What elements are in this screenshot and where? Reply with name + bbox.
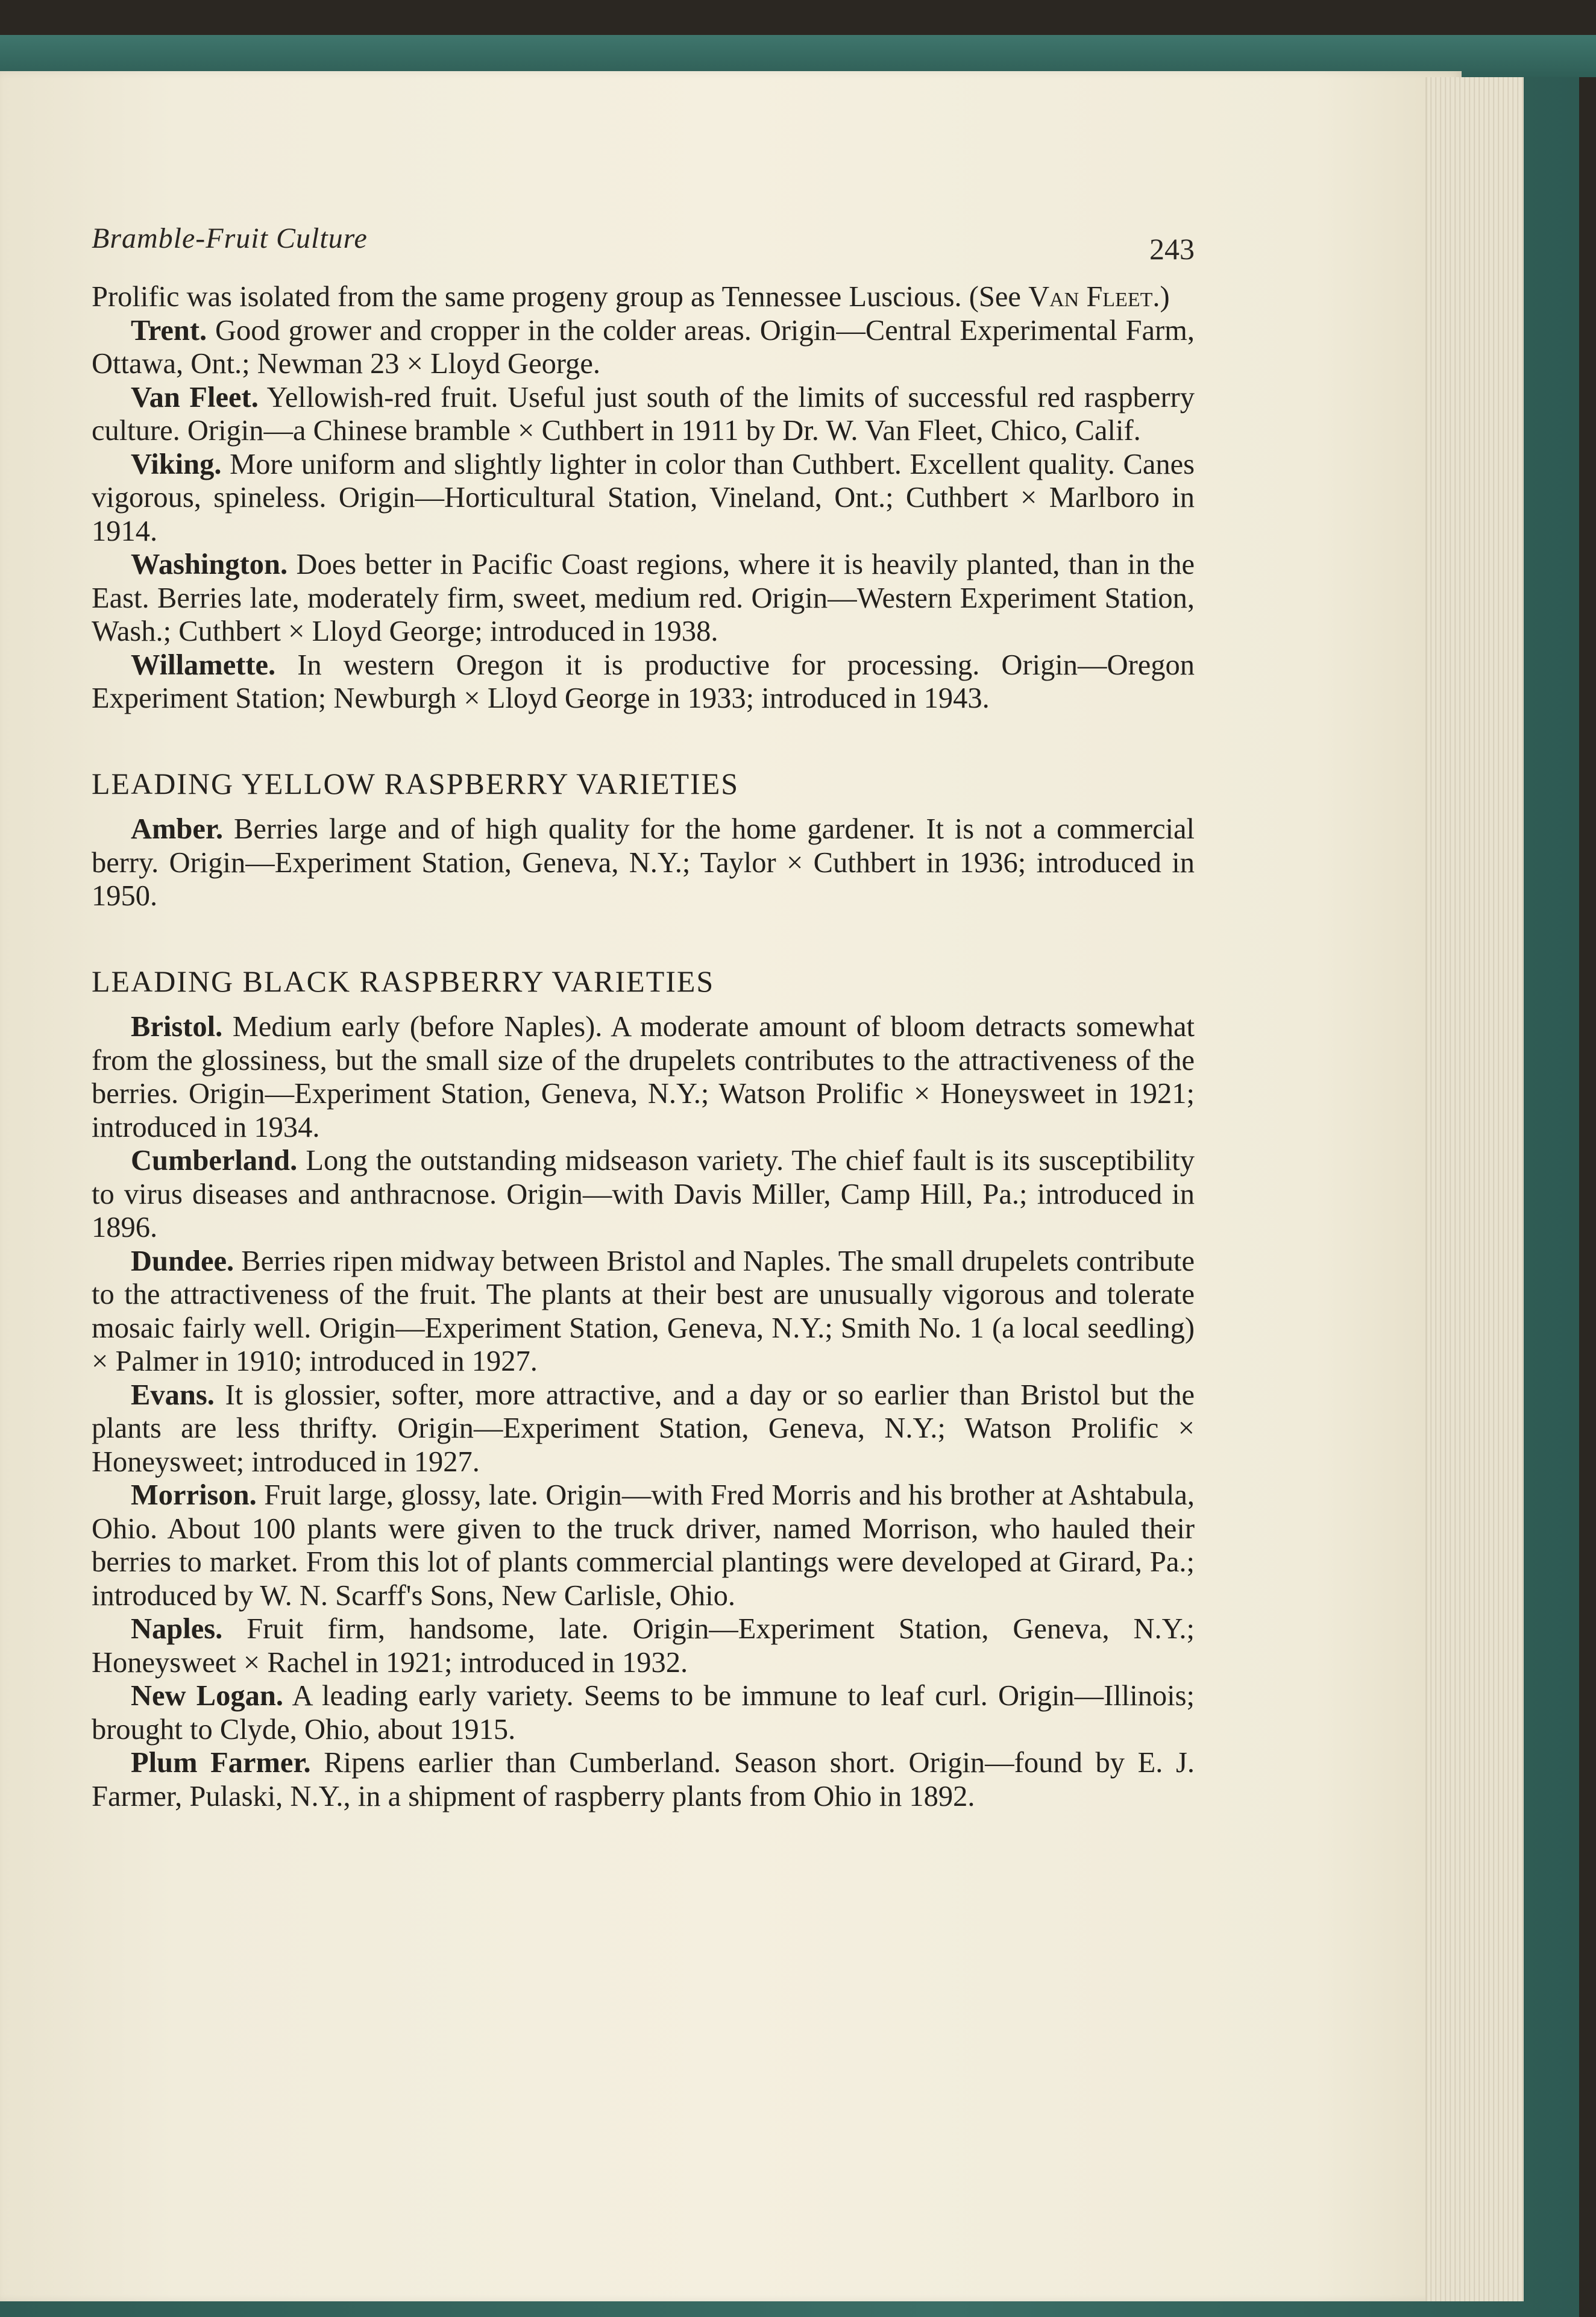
variety-description: Ripens earlier than Cumberland. Season short. Origin—found by E. J. Farmer, Pulaski, N.Y., in a shipment of raspberry plants from Ohio in 1892. bbox=[92, 1747, 1195, 1812]
intro-text: Prolific was isolated from the same progeny group as Tennessee Luscious. (See bbox=[92, 281, 1021, 313]
page-number: 243 bbox=[1149, 232, 1195, 266]
variety-description: Does better in Pacific Coast regions, where it is heavily planted, than in the East. Berries late, moderately firm, sweet, medium red. Origin—Western Experiment Station, Wash.; Cuthbert × Lloyd George; introduced in 1938. bbox=[92, 549, 1195, 647]
variety-entry bbox=[92, 1679, 1195, 1746]
variety-description: It is glossier, softer, more attractive, and a day or so earlier than Bristol but the plants are less thrifty. Origin—Experiment Station, Geneva, N.Y.; Watson Prolific × Honeysweet; introduced in 1927. bbox=[92, 1379, 1195, 1478]
variety-description: More uniform and slightly lighter in color than Cuthbert. Excellent quality. Canes vigorous, spineless. Origin—Horticultural Station, Vineland, Ont.; Cuthbert × Marlboro in 1914. bbox=[92, 448, 1195, 547]
variety-description: Fruit firm, handsome, late. Origin—Experiment Station, Geneva, N.Y.; Honeysweet × Rachel in 1921; introduced in 1932. bbox=[92, 1613, 1195, 1679]
page-edges bbox=[1425, 77, 1524, 2301]
variety-entry bbox=[92, 1245, 1195, 1379]
variety-name: Morrison. bbox=[131, 1479, 257, 1511]
variety-description: Berries large and of high quality for the home gardener. It is not a commercial berry. Origin—Experiment Station, Geneva, N.Y.; Taylor × Cuthbert in 1936; introduced in 1950. bbox=[92, 813, 1195, 912]
variety-name: Naples. bbox=[131, 1613, 223, 1645]
variety-entry bbox=[92, 381, 1195, 448]
variety-name: Washington. bbox=[131, 549, 288, 580]
variety-entry bbox=[92, 1144, 1195, 1245]
variety-description: Fruit large, glossy, late. Origin—with Fred Morris and his brother at Ashtabula, Ohio. About 100 plants were given to the truck driver, named Morrison, who hauled their berries to market. From this lot of plants commercial plantings were developed at Girard, Pa.; introduced by W. N. Scarff's Sons, New Carlisle, Ohio. bbox=[92, 1479, 1195, 1612]
variety-entry bbox=[92, 1612, 1195, 1679]
variety-name: Evans. bbox=[131, 1379, 215, 1411]
variety-description: In western Oregon it is productive for processing. Origin—Oregon Experiment Station; Newburgh × Lloyd George in 1933; introduced in 1943. bbox=[92, 649, 1195, 714]
variety-entry bbox=[92, 1379, 1195, 1479]
variety-name: Bristol. bbox=[131, 1011, 223, 1043]
variety-name: Cumberland. bbox=[131, 1145, 298, 1177]
variety-name: Viking. bbox=[131, 448, 222, 480]
variety-description: A leading early variety. Seems to be immune to leaf curl. Origin—Illinois; brought to Clyde, Ohio, about 1915. bbox=[92, 1680, 1195, 1746]
variety-description: Long the outstanding midseason variety. The chief fault is its susceptibility to virus diseases and anthracnose. Origin—with Davis Miller, Camp Hill, Pa.; introduced in 1896. bbox=[92, 1145, 1195, 1243]
section-heading-yellow: LEADING YELLOW RASPBERRY VARIETIES bbox=[92, 766, 740, 800]
intro-smallcaps: Van Fleet bbox=[1028, 281, 1153, 313]
variety-name: Van Fleet. bbox=[131, 381, 259, 413]
section-heading-black: LEADING BLACK RASPBERRY VARIETIES bbox=[92, 964, 715, 998]
variety-entry bbox=[92, 1479, 1195, 1612]
page-body bbox=[92, 280, 1195, 1813]
variety-name: New Logan. bbox=[131, 1680, 283, 1712]
variety-description: Medium early (before Naples). A moderate amount of bloom detracts somewhat from the glossiness, but the small size of the drupelets contributes to the attractiveness of the berries. Origin—Experiment Station, Geneva, N.Y.; Watson Prolific × Honeysweet in 1921; introduced in 1934. bbox=[92, 1011, 1195, 1143]
variety-entry bbox=[92, 649, 1195, 715]
variety-description: Yellowish-red fruit. Useful just south of the limits of successful red raspberry culture. Origin—a Chinese bramble × Cuthbert in 1911 by Dr. W. Van Fleet, Chico, Calif. bbox=[92, 381, 1195, 447]
variety-entry bbox=[92, 1746, 1195, 1813]
variety-name: Trent. bbox=[131, 314, 207, 347]
variety-name: Willamette. bbox=[131, 649, 276, 681]
variety-name: Plum Farmer. bbox=[131, 1747, 311, 1779]
variety-name: Amber. bbox=[131, 813, 224, 845]
variety-description: Good grower and cropper in the colder areas. Origin—Central Experimental Farm, Ottawa, Ont.; Newman 23 × Lloyd George. bbox=[92, 314, 1195, 380]
variety-name: Dundee. bbox=[131, 1245, 234, 1277]
intro-end: .) bbox=[1152, 281, 1170, 313]
running-head: Bramble-Fruit Culture bbox=[92, 222, 368, 254]
variety-entry bbox=[92, 548, 1195, 649]
variety-description: Berries ripen midway between Bristol and Naples. The small drupelets contribute to the attractiveness of the fruit. The plants at their best are unusually vigorous and tolerate mosaic fairly well. Origin—Experiment Station, Geneva, N.Y.; Smith No. 1 (a local seedling) × Palmer in 1910; introduced in 1927. bbox=[92, 1245, 1195, 1377]
variety-entry bbox=[92, 314, 1195, 381]
variety-entry bbox=[92, 1010, 1195, 1144]
variety-entry bbox=[92, 448, 1195, 549]
variety-entry bbox=[92, 813, 1195, 913]
intro-paragraph bbox=[92, 280, 1195, 314]
page-header bbox=[92, 222, 1195, 270]
